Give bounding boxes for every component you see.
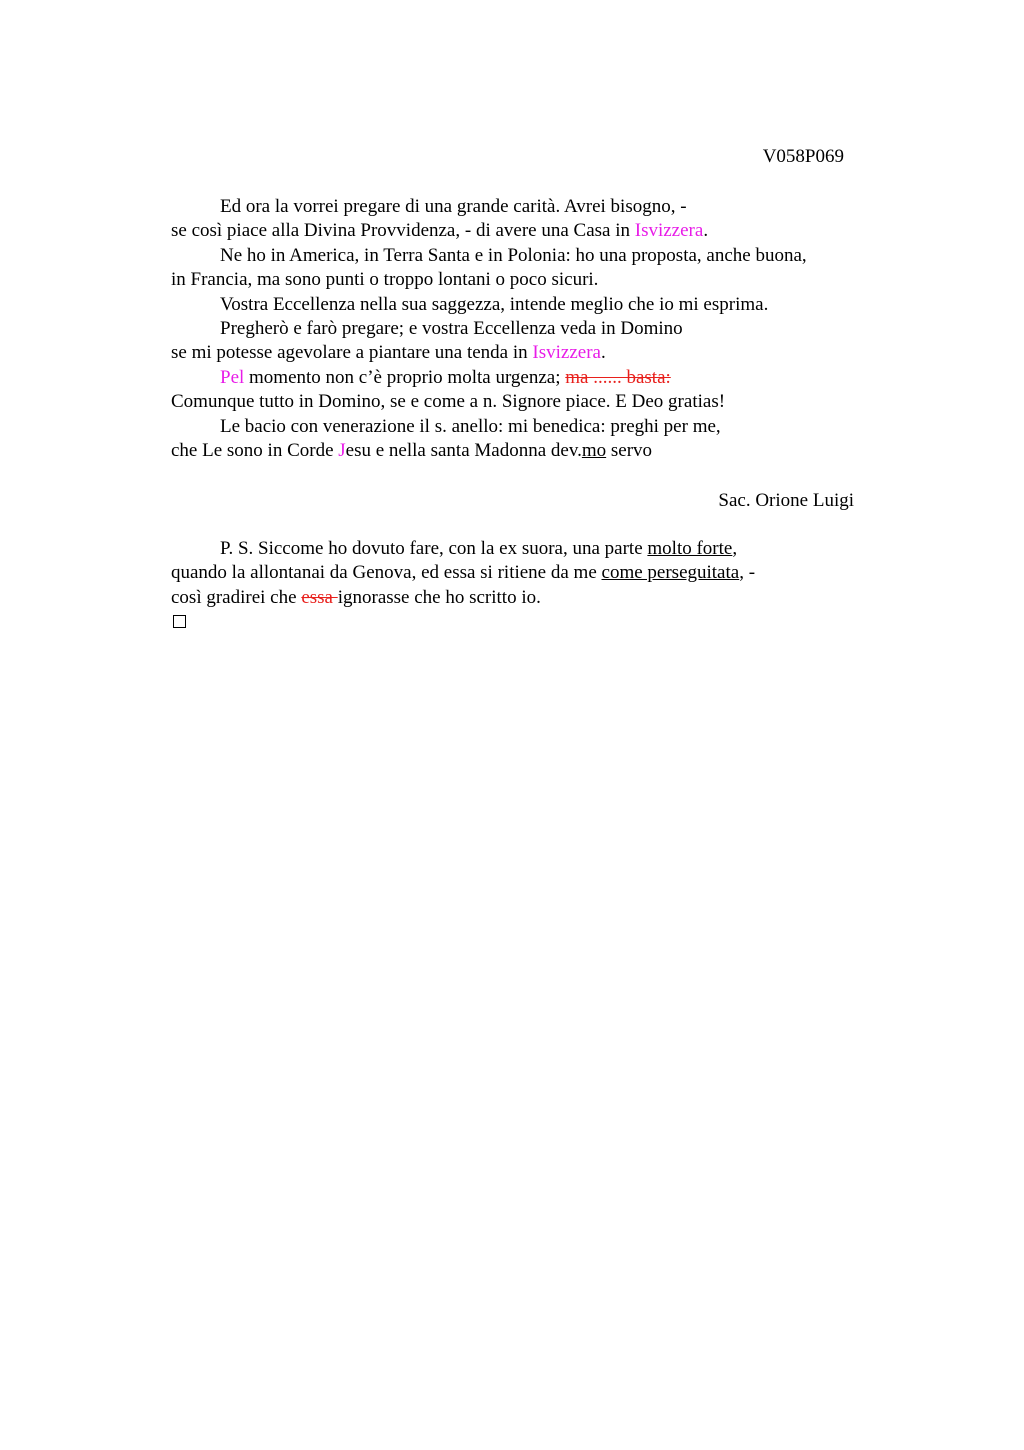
postscript: [171, 537, 871, 610]
postscript-line-1: [171, 537, 871, 561]
struck-through-text: essa: [301, 586, 338, 608]
letter-line-9: Comunque tutto in Domino, se e come a n. Signore piace. E Deo gratias!: [171, 391, 726, 413]
highlighted-word: Isvizzera: [634, 220, 704, 242]
postscript-line-3: [171, 586, 871, 610]
highlighted-word: Isvizzera: [532, 342, 601, 364]
postscript-line-2: [171, 561, 871, 585]
text-span: ,: [732, 538, 738, 559]
text-span: esu e nella santa Madonna dev.: [345, 439, 582, 461]
page-reference-code: V058P069: [762, 146, 844, 167]
text-span: P. S. Siccome ho dovuto fare, con la ex suora, una parte: [220, 538, 648, 559]
text-span: se così piace alla Divina Provvidenza, - di avere una Casa in: [171, 220, 635, 242]
highlighted-word: Pel: [220, 366, 245, 388]
text-span: , -: [739, 562, 756, 584]
letter-line-6: Pregherò e farò pregare; e vostra Eccellenza veda in Domino: [220, 317, 683, 339]
letter-line-10: Le bacio con venerazione il s. anello: mi benedica: preghi per me,: [220, 415, 721, 437]
underlined-text: come perseguitata: [601, 562, 740, 584]
text-span: .: [703, 220, 709, 242]
letter-line-5: Vostra Eccellenza nella sua saggezza, intende meglio che io mi esprima.: [220, 293, 769, 315]
text-span: ignorasse che ho scritto io.: [337, 586, 541, 608]
letter-line-3: Ne ho in America, in Terra Santa e in Polonia: ho una proposta, anche buona,: [220, 244, 807, 266]
letter-body: [171, 195, 871, 463]
signature: Sac. Orione Luigi: [718, 490, 854, 511]
highlighted-letter: J: [338, 439, 346, 461]
text-span: .: [600, 342, 606, 364]
text-span: che Le sono in Corde: [171, 439, 339, 461]
text-span: momento non c’è proprio molta urgenza;: [244, 366, 566, 388]
underlined-text: mo: [581, 439, 607, 461]
underlined-text: molto forte: [647, 538, 733, 559]
text-span: così gradirei che: [171, 586, 302, 608]
letter-line-2: [171, 219, 871, 243]
letter-line-4: in Francia, ma sono punti o troppo lontani o poco sicuri.: [171, 269, 599, 291]
text-span: se mi potesse agevolare a piantare una tenda in: [171, 342, 533, 364]
end-marker-square-icon: [173, 615, 186, 628]
struck-through-text: ma ...... basta:: [565, 366, 671, 388]
text-span: quando la allontanai da Genova, ed essa si ritiene da me: [171, 562, 602, 584]
letter-line-7: [171, 341, 871, 365]
letter-line-11: [171, 439, 871, 463]
letter-line-1: Ed ora la vorrei pregare di una grande carità. Avrei bisogno, -: [220, 196, 687, 217]
letter-line-8: [171, 366, 871, 390]
text-span: servo: [606, 439, 653, 461]
